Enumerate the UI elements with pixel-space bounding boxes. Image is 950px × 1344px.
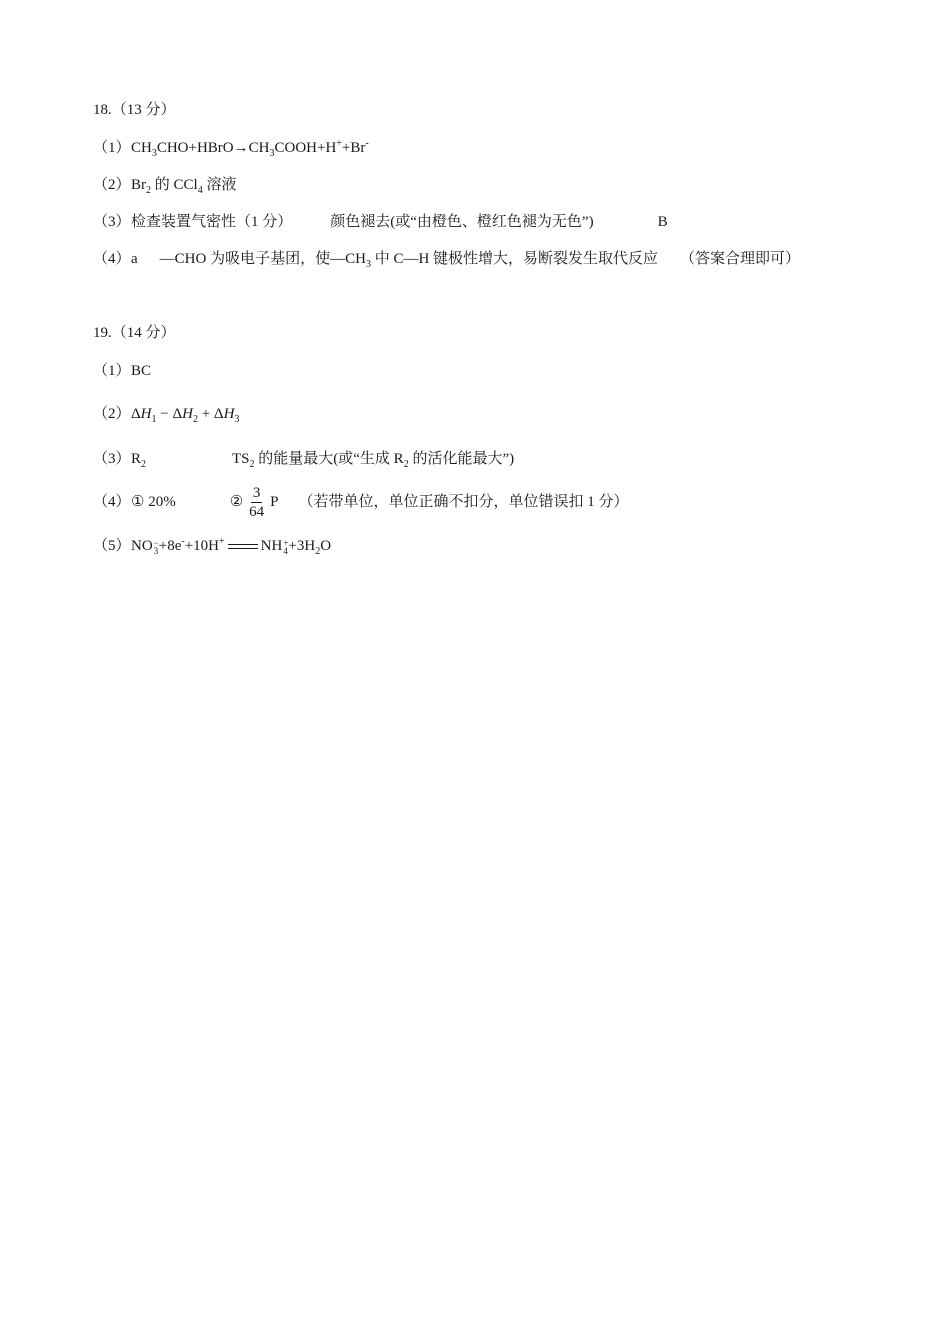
q19-1-text: BC — [131, 363, 152, 379]
q19-3-text: 的活化能最大”) — [408, 451, 515, 467]
q19-3-prefix: （3） — [93, 451, 131, 467]
q19-3-sub: 2 — [141, 459, 147, 470]
q19-3-text: TS — [232, 451, 250, 467]
q19-2-prefix: （2） — [93, 406, 131, 422]
q19-3-sub: 2 — [249, 459, 255, 470]
q18-1-prefix: （1） — [93, 140, 131, 156]
q19-answer-5 — [93, 536, 331, 556]
q19-header: 19.（14 分） — [93, 325, 176, 341]
q18-4-sub: 3 — [365, 259, 371, 270]
q18-2-text: 的 CCl — [151, 177, 198, 193]
q19-answer-1 — [93, 361, 151, 381]
q18-2-text: 溶液 — [202, 177, 237, 193]
q19-answer-2 — [93, 404, 239, 424]
q19-3-sub: 2 — [403, 459, 409, 470]
q19-1-prefix: （1） — [93, 363, 131, 379]
q19-4-part-2-marker: ② — [229, 494, 244, 510]
q19-answer-4 — [93, 482, 629, 522]
q18-answer-1 — [93, 138, 369, 158]
fraction-numerator: 3 — [252, 485, 261, 502]
q18-4-text: 中 C—H 键极性增大，易断裂发生取代反应 — [370, 251, 659, 267]
q18-answer-4 — [93, 249, 800, 269]
q18-2-sub: 2 — [146, 185, 151, 196]
q19-4-part-1: ① 20% — [131, 494, 176, 510]
q18-answer-2 — [93, 175, 236, 195]
fraction — [247, 484, 266, 521]
q18-3-part-a: 检查装置气密性（1 分） — [131, 214, 293, 230]
q19-2-expression: $\Delta H_1 - \Delta H_2 + \Delta H_3$ — [131, 406, 240, 425]
q19-4-unit: P — [270, 494, 279, 510]
q18-header: 18.（13 分） — [93, 102, 176, 118]
q18-2-prefix: （2） — [93, 177, 131, 193]
equals-sign — [228, 544, 258, 549]
q19-answer-3 — [93, 449, 514, 469]
q19-4-prefix: （4） — [93, 494, 131, 510]
q18-2-text: Br — [131, 177, 146, 193]
fraction-denominator: 64 — [249, 504, 265, 521]
q19-5-equation: NO − 3 +8e-+10H+ NH + 4 $+3H_2O$ — [131, 536, 332, 557]
q18-4-prefix: （4） — [93, 251, 131, 267]
q19-5-prefix: （5） — [93, 538, 131, 554]
q18-answer-3 — [93, 212, 668, 232]
q18-3-part-c: B — [657, 214, 668, 230]
q18-2-sub: 4 — [197, 185, 203, 196]
q18-4-text: —CHO 为吸电子基团，使—CH — [159, 251, 366, 267]
q18-4-choice: a — [131, 251, 138, 267]
q18-3-prefix: （3） — [93, 214, 131, 230]
q19-3-text: 的能量最大(或“生成 R — [254, 451, 404, 467]
q19-3-text: R — [131, 451, 142, 467]
q18-1-equation: $CH_3CHO+HBrO\to CH_3COOH+H^++Br^-$ — [131, 138, 369, 159]
q18-3-part-b: 颜色褪去(或“由橙色、橙红色褪为无色”) — [330, 214, 594, 230]
q18-4-note: （答案合理即可） — [680, 251, 801, 267]
q19-4-note: （若带单位，单位正确不扣分，单位错误扣 1 分） — [298, 494, 629, 510]
